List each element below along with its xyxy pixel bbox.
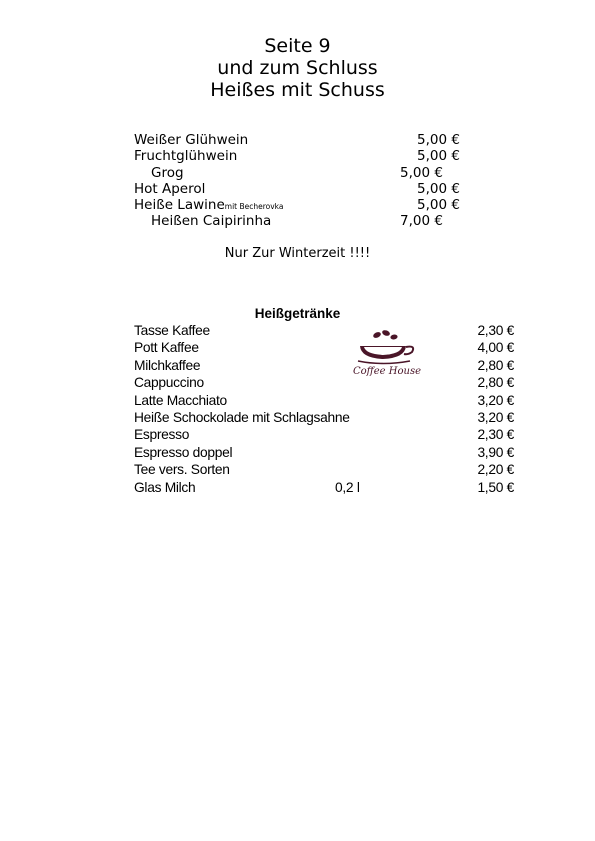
mulled-item [134, 197, 474, 213]
mulled-item [134, 148, 474, 164]
mulled-item-label: Hot Aperol [134, 180, 206, 197]
hot-drink-name: Espresso [134, 427, 190, 443]
hot-drink-item [134, 462, 514, 479]
hot-drink-price: 2,20 € [477, 462, 514, 478]
hot-drink-item [134, 340, 514, 357]
coffee-house-logo [350, 328, 425, 378]
hot-drink-item [134, 323, 514, 340]
hot-drink-item [134, 445, 514, 462]
mulled-item [134, 132, 474, 148]
mulled-item-price: 5,00 € [400, 164, 443, 181]
hot-drink-item [134, 358, 514, 375]
hot-drinks-list [134, 323, 514, 497]
mulled-item [134, 181, 474, 197]
mulled-item-name [151, 213, 271, 229]
hot-drink-price: 2,80 € [477, 375, 514, 391]
hot-drink-name: Heiße Schockolade mit Schlagsahne [134, 409, 350, 425]
hot-drink-price: 3,20 € [477, 392, 514, 408]
mulled-item-label: Heiße Lawine [134, 197, 225, 214]
mulled-item-name [134, 132, 248, 148]
mulled-item-price: 7,00 € [400, 213, 443, 230]
title-line-page: Seite 9 [264, 35, 331, 57]
mulled-item-price: 5,00 € [417, 132, 460, 148]
title-line-heading: Heißes mit Schuss [210, 79, 385, 101]
mulled-item-label: Heißen Caipirinha [151, 213, 272, 230]
mulled-item-name [134, 197, 283, 213]
hot-drink-name: Milchkaffee [134, 357, 201, 373]
hot-drink-price: 2,80 € [477, 357, 514, 373]
hot-drinks-heading: Heißgetränke [254, 306, 341, 321]
winter-note: Nur Zur Winterzeit !!!! [224, 246, 371, 261]
hot-drink-price: 4,00 € [477, 340, 514, 356]
title-line-subtitle: und zum Schluss [217, 57, 378, 79]
mulled-item-suffix: mit Becherovka [224, 202, 284, 212]
mulled-item-price: 5,00 € [417, 180, 460, 197]
hot-drink-name: Tee vers. Sorten [134, 462, 230, 478]
hot-drink-item [134, 480, 514, 497]
mulled-item-name [134, 181, 205, 197]
mulled-item-price: 5,00 € [417, 148, 460, 165]
mulled-item-name [151, 165, 184, 181]
hot-drink-name: Pott Kaffee [134, 340, 199, 356]
mulled-drinks-list [134, 132, 474, 230]
hot-drink-name: Glas Milch [134, 479, 196, 495]
hot-drink-name: Cappuccino [134, 375, 204, 391]
logo-text: Coffee House [352, 366, 422, 377]
mulled-item [134, 165, 474, 181]
mulled-item-label: Weißer Glühwein [134, 132, 249, 148]
hot-drink-item [134, 427, 514, 444]
hot-drink-price: 2,30 € [477, 323, 514, 338]
hot-drink-item [134, 375, 514, 392]
hot-drink-item [134, 410, 514, 427]
mulled-item-label: Grog [151, 164, 184, 181]
page-title [0, 35, 595, 101]
mulled-item-name [134, 148, 237, 164]
hot-drink-size: 0,2 l [335, 479, 360, 495]
hot-drink-item [134, 393, 514, 410]
mulled-item-label: Fruchtglühwein [134, 148, 238, 165]
mulled-item-price: 5,00 € [417, 197, 460, 214]
hot-drink-name: Latte Macchiato [134, 392, 227, 408]
hot-drink-price: 3,90 € [477, 444, 514, 460]
hot-drink-name: Espresso doppel [134, 444, 233, 460]
hot-drink-name: Tasse Kaffee [134, 323, 210, 338]
hot-drink-price: 1,50 € [477, 479, 514, 495]
hot-drink-price: 2,30 € [477, 427, 514, 443]
mulled-item [134, 213, 474, 229]
hot-drink-price: 3,20 € [477, 409, 514, 425]
